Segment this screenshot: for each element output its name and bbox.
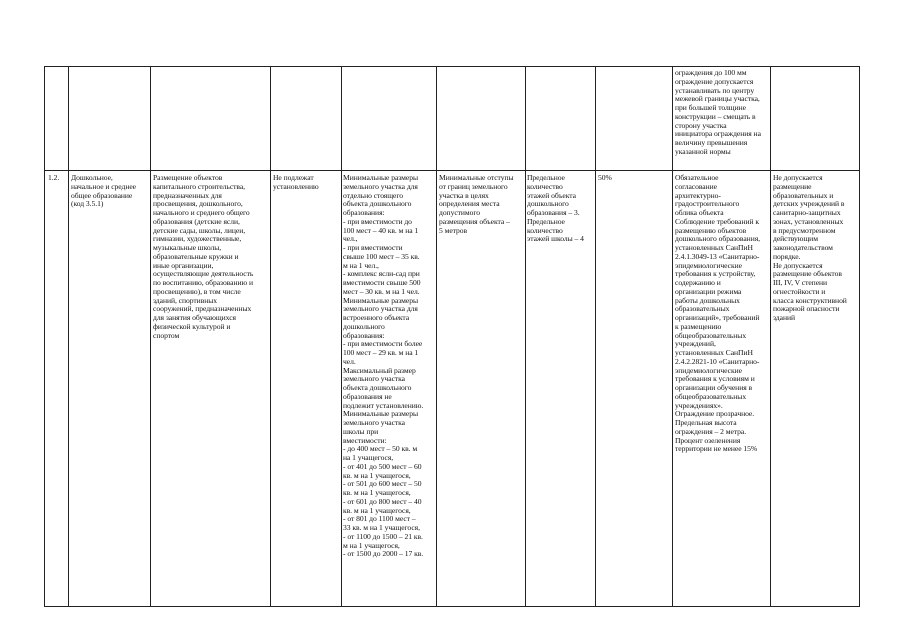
prev-row-requirements-text: ограждения до 100 мм ограждение допускается устанавливать по центру межевой границы участка, при большей толщине конструкции – смещать в сторону участка инициатора ограждения на величину превышения указанной нормы xyxy=(675,69,761,156)
restrictions-text: Не допускается размещение образовательных и детских учреждений в санитарно-защитных зонах, установленных в предусмотренном действующим законодательством порядке. Не допускается размещение объектов III, IV, V степени огнестойкости и класса конструктивной пожарной опасности зданий xyxy=(773,174,847,322)
column-divider xyxy=(150,67,151,606)
column-divider xyxy=(672,67,673,606)
row-divider xyxy=(45,170,859,171)
column-divider xyxy=(770,67,771,606)
column-divider xyxy=(68,67,69,606)
floors-limit-text: Предельное количество этажей объекта дошкольного образования – 3. Предельное количество этажей школы – 4 xyxy=(527,174,584,244)
land-use-description: Размещение объектов капитального строительства, предназначенных для просвещения, дошкольного, начального и среднего общего образования (детские ясли, детские сады, школы, лицеи, гимназии, художественные, музыкальные школы, образовательные кружки и иные организации, осуществляющие деятельность по воспитанию, образованию и просвещению), в том числе зданий, спортивных сооружений, предназначенных для занятия обучающихся физической культурой и спортом xyxy=(153,174,254,340)
coverage-percent: 50% xyxy=(598,174,612,182)
setback-text: Минимальные отступы от границ земельного участка в целях определения места допустимого размещения объекта – 5 метров xyxy=(439,174,514,235)
column-divider xyxy=(595,67,596,606)
land-use-name: Дошкольное, начальное и среднее общее образование (код 3.5.1) xyxy=(71,174,136,209)
land-plot-size-text: Минимальные размеры земельного участка для отдельно стоящего объекта дошкольного образования: - при вместимости до 100 мест – 40 кв. м на 1 чел., - при вместимости свыше 100 мест – 35 кв. м на 1 чел., - комплекс ясли-сад при вместимости свыше 500 мест – 30 кв. м на 1 чел. Минимальные размеры земельного участка для встроенного объекта дошкольного образования: - при вместимости более 100 мест – 29 кв. м на 1 чел. Максимальный размер земельного участка объекта дошкольного образования не подлежит установлению. Минимальные размеры земельного участка школы при вместимости: - до 400 мест – 50 кв. м на 1 учащегося, - от 401 до 500 мест – 60 кв. м на 1 учащегося, - от 501 до 600 мест – 50 кв. м на 1 учащегося, - от 601 до 800 мест – 40 кв. м на 1 учащегося, - от 801 до 1100 мест – 33 кв. м на 1 учащегося, - от 1100 до 1500 – 21 кв. м на 1 учащегося, - от 1500 до 2000 – 17 кв. xyxy=(343,174,424,559)
column-divider xyxy=(436,67,437,606)
zoning-table xyxy=(44,66,860,607)
column-divider xyxy=(525,67,526,606)
column-4-text: Не подлежат установлению xyxy=(273,174,319,191)
column-divider xyxy=(341,67,342,606)
column-divider xyxy=(270,67,271,606)
row-number: 1.2. xyxy=(48,174,60,182)
requirements-text: Обязательное согласование архитектурно- градостроительного облика объекта Соблюдение требований к размещению объектов дошкольного образования, установленных СанПиН 2.4.1.3049-13 «Санитарно- эпидемиологические требования к устройству, содержанию и организации режима работы дошкольных образовательных организаций», требований к размещению общеобразовательных учреждений, установленных СанПиН 2.4.2.2821-10 «Санитарно- эпидемиологические требования к условиям и организации обучения в общеобразовательных учреждениях». Ограждение прозрачное. Предельная высота ограждения – 2 метра. Процент озеленения территории не менее 15% xyxy=(675,174,760,454)
